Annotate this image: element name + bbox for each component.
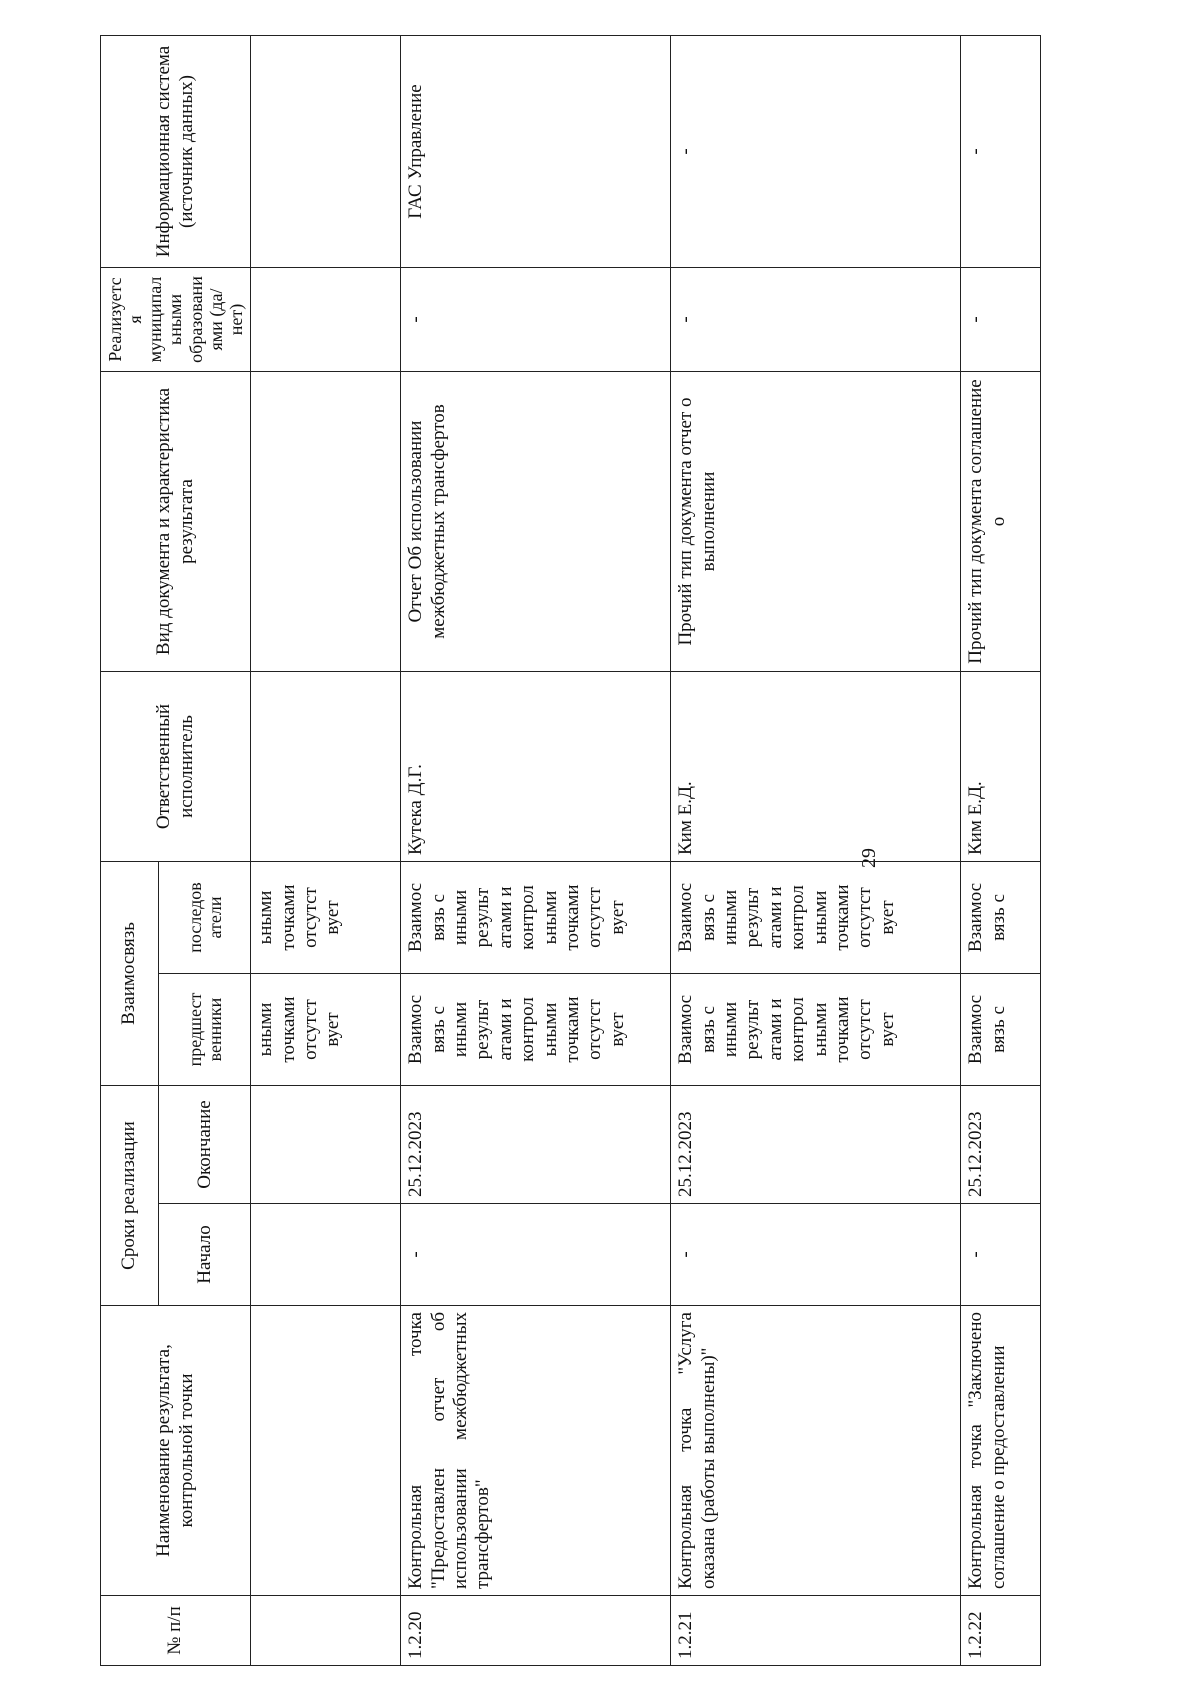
cell-empty xyxy=(251,36,401,268)
cell-empty xyxy=(251,268,401,372)
cell-mun: - xyxy=(671,268,961,372)
header-pred: предшест венники xyxy=(159,974,251,1086)
cell-pred: ьными точками отсутст вует xyxy=(251,974,401,1086)
header-link: Взаимосвязь xyxy=(101,862,159,1086)
header-info: Информационная система (источник данных) xyxy=(101,36,251,268)
header-name: Наименование результата, контрольной точки xyxy=(101,1306,251,1596)
table-container xyxy=(100,36,1190,1666)
cell-name: Контрольная точка "Заключено соглашение о предоставлении xyxy=(961,1306,1041,1596)
cell-doc: Отчет Об использовании межбюджетных трансфертов xyxy=(401,372,671,672)
cell-mun: - xyxy=(961,268,1041,372)
cell-empty xyxy=(251,372,401,672)
cell-start: - xyxy=(671,1204,961,1306)
table-row xyxy=(961,36,1041,1666)
header-end: Окончание xyxy=(159,1086,251,1204)
header-resp: Ответственный исполнитель xyxy=(101,672,251,862)
cell-end: 25.12.2023 xyxy=(401,1086,671,1204)
cell-num: 1.2.21 xyxy=(671,1596,961,1666)
cell-empty xyxy=(251,672,401,862)
cell-resp: Ким Е.Д. xyxy=(961,672,1041,862)
cell-pred: Взаимос вязь с иными результ атами и контрол ьными точками отсутст вует xyxy=(401,974,671,1086)
cell-succ: Взаимос вязь с иными результ атами и контрол ьными точками отсутст вует xyxy=(401,862,671,974)
header-start: Начало xyxy=(159,1204,251,1306)
cell-start: - xyxy=(961,1204,1041,1306)
cell-num: 1.2.20 xyxy=(401,1596,671,1666)
cell-info: - xyxy=(671,36,961,268)
cell-succ: Взаимос вязь с иными результ атами и контрол ьными точками отсутст вует xyxy=(671,862,961,974)
cell-resp: Кутека Д.Г. xyxy=(401,672,671,862)
results-table xyxy=(100,35,1041,1666)
table-row xyxy=(401,36,671,1666)
cell-pred: Взаимос вязь с иными результ атами и контрол ьными точками отсутст вует xyxy=(671,974,961,1086)
cell-empty xyxy=(251,1596,401,1666)
cell-resp: Ким Е.Д. xyxy=(671,672,961,862)
cell-name: Контрольная точка "Предоставлен отчет об использовании межбюджетных трансфертов" xyxy=(401,1306,671,1596)
header-succ: последов атели xyxy=(159,862,251,974)
cell-start: - xyxy=(401,1204,671,1306)
cell-doc: Прочий тип документа соглашение о xyxy=(961,372,1041,672)
header-terms: Сроки реализации xyxy=(101,1086,159,1306)
header-mun: Реализуется муниципальными образованиями (да/нет) xyxy=(101,268,251,372)
cell-end: 25.12.2023 xyxy=(961,1086,1041,1204)
cell-mun: - xyxy=(401,268,671,372)
cell-pred: Взаимос вязь с xyxy=(961,974,1041,1086)
cell-empty xyxy=(251,1306,401,1596)
cell-succ: Взаимос вязь с xyxy=(961,862,1041,974)
header-num: № п/п xyxy=(101,1596,251,1666)
cell-info: ГАС Управление xyxy=(401,36,671,268)
page-number: 29 xyxy=(858,848,880,868)
cell-name: Контрольная точка "Услуга оказана (работы выполнены)" xyxy=(671,1306,961,1596)
cell-succ: ьными точками отсутст вует xyxy=(251,862,401,974)
cell-end: 25.12.2023 xyxy=(671,1086,961,1204)
table-row-continuation xyxy=(251,36,401,1666)
cell-num: 1.2.22 xyxy=(961,1596,1041,1666)
header-doc: Вид документа и характеристика результата xyxy=(101,372,251,672)
cell-empty xyxy=(251,1204,401,1306)
cell-empty xyxy=(251,1086,401,1204)
cell-doc: Прочий тип документа отчет о выполнении xyxy=(671,372,961,672)
header-row-1 xyxy=(101,36,159,1666)
cell-info: - xyxy=(961,36,1041,268)
table-row xyxy=(671,36,961,1666)
